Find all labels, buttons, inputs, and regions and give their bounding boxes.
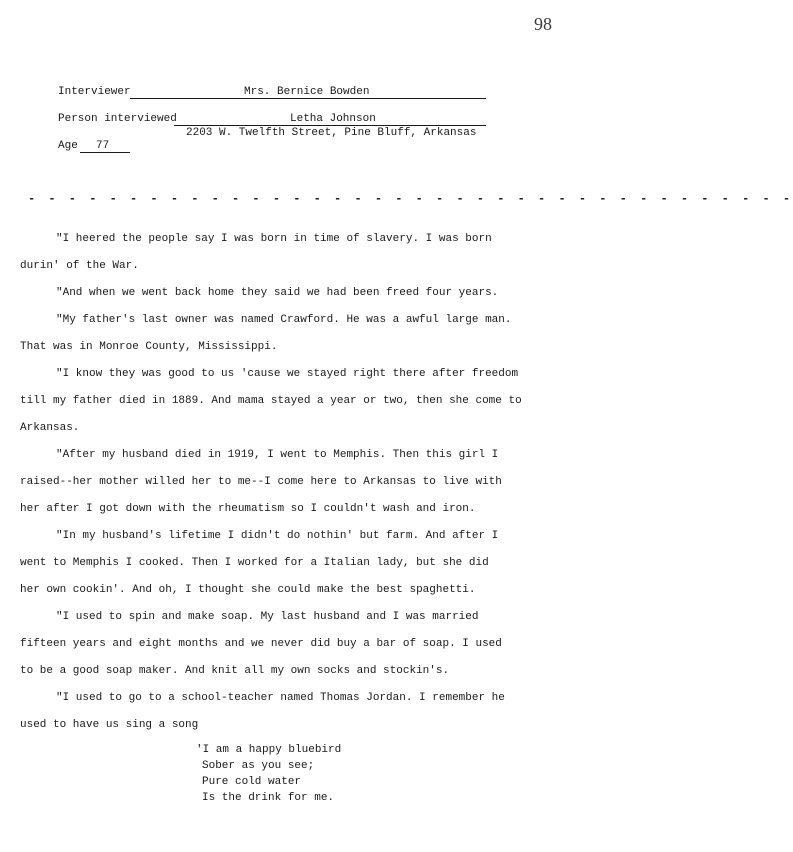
age-label: Age [58,140,78,152]
body-line: till my father died in 1889. And mama stayed a year or two, then she come to [20,395,522,407]
body-line: her after I got down with the rheumatism so I couldn't wash and iron. [20,503,476,515]
age-underline [80,152,130,153]
page-number: 98 [534,14,552,34]
body-line: durin' of the War. [20,260,139,272]
body-line: "And when we went back home they said we had been freed four years. [56,287,499,299]
verse-line: Is the drink for me. [202,792,335,804]
body-line: "I know they was good to us 'cause we stayed right there after freedom [56,368,519,380]
verse-line: Sober as you see; [202,760,315,772]
address: 2203 W. Twelfth Street, Pine Bluff, Arkansas [186,127,477,139]
body-line: "After my husband died in 1919, I went to Memphis. Then this girl I [56,449,499,461]
body-line: her own cookin'. And oh, I thought she could make the best spaghetti. [20,584,476,596]
body-line: to be a good soap maker. And knit all my own socks and stockin's. [20,665,450,677]
separator-line: - - - - - - - - - - - - - - - - - - - - - - - - - - - - - - - - - - - - - - [28,192,793,206]
verse-line: 'I am a happy bluebird [196,744,342,756]
body-line: "My father's last owner was named Crawford. He was a awful large man. [56,314,512,326]
person-underline [174,125,486,126]
person-interviewed-label: Person interviewed [58,113,177,125]
interviewer-value: Mrs. Bernice Bowden [244,86,370,98]
body-line: "I used to go to a school-teacher named Thomas Jordan. I remember he [56,692,505,704]
body-line: "In my husband's lifetime I didn't do nothin' but farm. And after I [56,530,499,542]
body-line: Arkansas. [20,422,80,434]
verse-line: Pure cold water [202,776,302,788]
interviewer-label: Interviewer [58,86,131,98]
body-line: raised--her mother willed her to me--I come here to Arkansas to live with [20,476,502,488]
body-line: That was in Monroe County, Mississippi. [20,341,278,353]
body-line: used to have us sing a song [20,719,199,731]
interviewer-underline [130,98,486,99]
body-line: fifteen years and eight months and we never did buy a bar of soap. I used [20,638,502,650]
body-line: "I heered the people say I was born in time of slavery. I was born [56,233,492,245]
person-interviewed-value: Letha Johnson [290,113,376,125]
age-value: 77 [96,140,110,152]
body-line: "I used to spin and make soap. My last husband and I was married [56,611,479,623]
body-line: went to Memphis I cooked. Then I worked for a Italian lady, but she did [20,557,489,569]
